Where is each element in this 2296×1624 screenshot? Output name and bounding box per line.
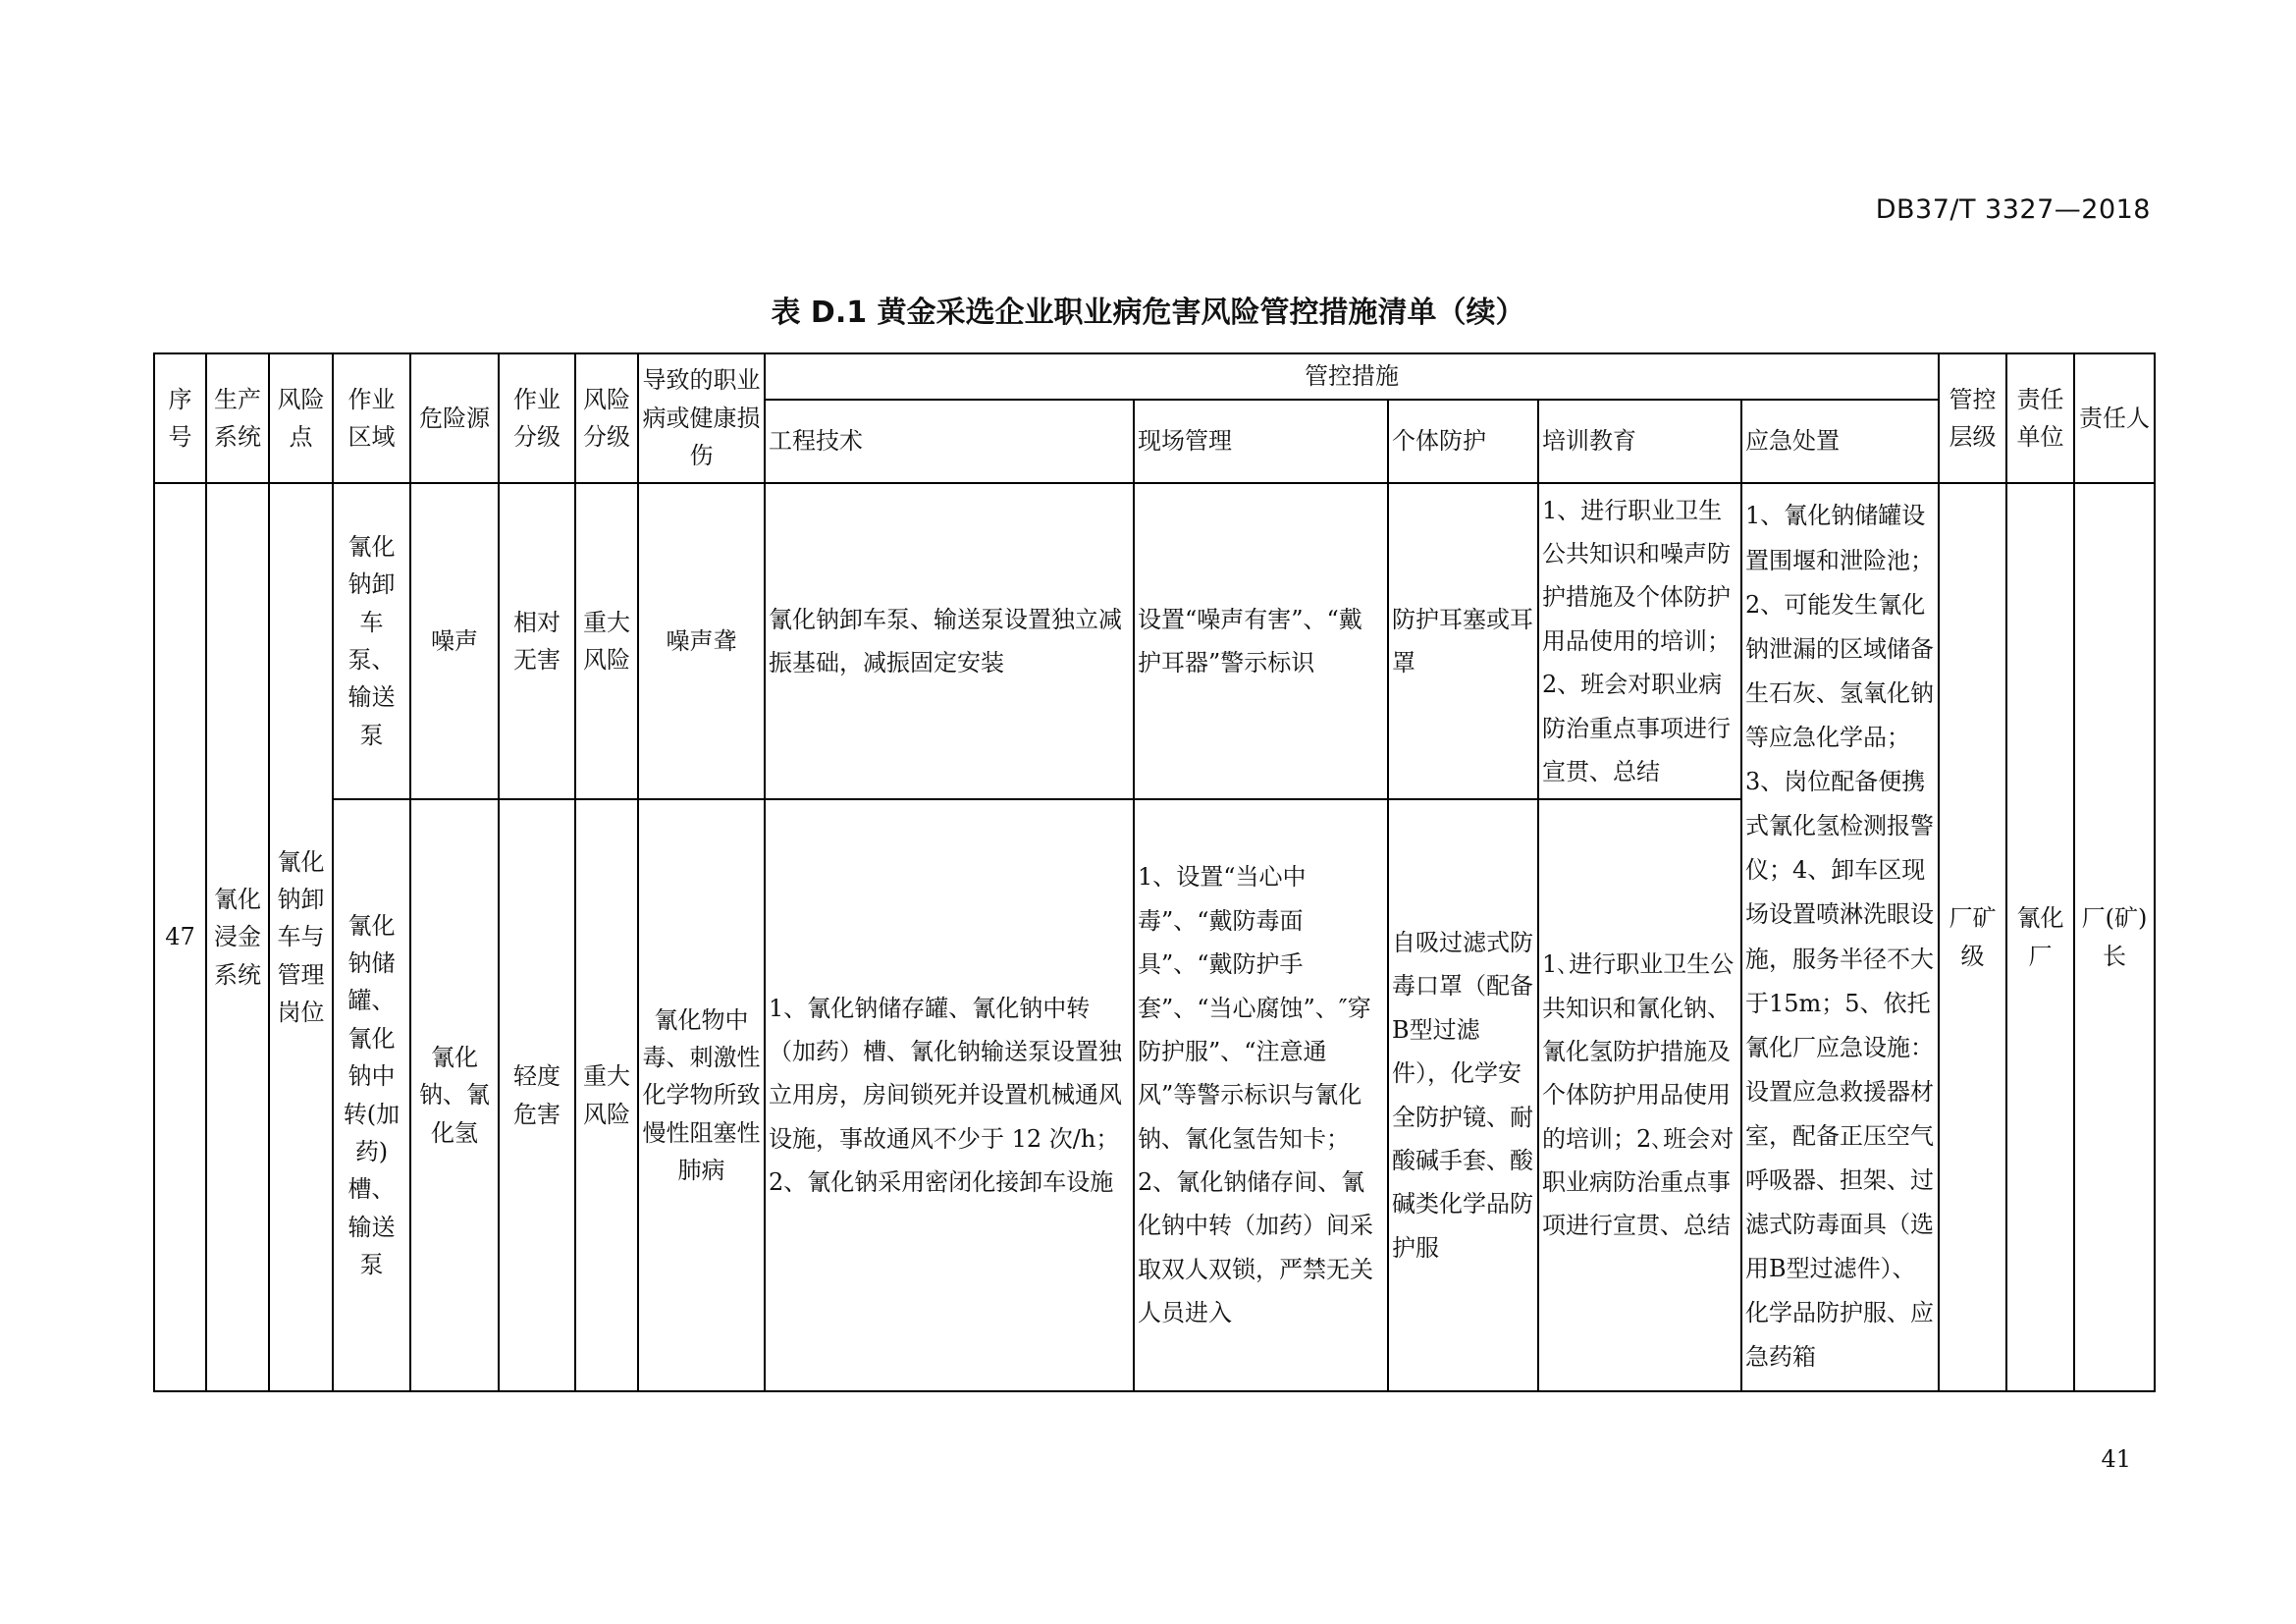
cell-work-grade: 轻度危害	[499, 799, 575, 1391]
risk-control-table	[153, 352, 2156, 1392]
cell-training: 1、进行职业卫生公共知识和噪声防护措施及个体防护用品使用的培训；2、班会对职业病防治重点事项进行宣贯、总结	[1538, 483, 1741, 799]
col-header-emergency: 应急处置	[1741, 400, 1939, 483]
cell-hazard-source: 氰化钠、氰化氢	[410, 799, 499, 1391]
col-header-engineering: 工程技术	[765, 400, 1134, 483]
cell-site-management: 1、设置“当心中毒”、“戴防毒面具”、“戴防护手套”、“当心腐蚀”、″穿防护服”、“注意通风”等警示标识与氰化钠、氰化氢告知卡；2、氰化钠储存间、氰化钠中转（加药）间采取双人双锁，严禁无关人员进入	[1134, 799, 1388, 1391]
cell-disease: 氰化物中毒、刺激性化学物所致慢性阻塞性肺病	[638, 799, 765, 1391]
cell-engineering: 1、氰化钠储存罐、氰化钠中转（加药）槽、氰化钠输送泵设置独立用房，房间锁死并设置机械通风设施，事故通风不少于 12 次/h；2、氰化钠采用密闭化接卸车设施	[765, 799, 1134, 1391]
cell-site-management: 设置“噪声有害”、“戴护耳器”警示标识	[1134, 483, 1388, 799]
cell-emergency: 1、氰化钠储罐设置围堰和泄险池；2、可能发生氰化钠泄漏的区域储备生石灰、氢氧化钠等应急化学品；3、岗位配备便携式氰化氢检测报警仪；4、卸车区现场设置喷淋洗眼设施，服务半径不大于15m；5、依托氰化厂应急设施：设置应急救援器材室，配备正压空气呼吸器、担架、过滤式防毒面具（选用B型过滤件）、化学品防护服、应急药箱	[1741, 483, 1939, 1391]
cell-engineering: 氰化钠卸车泵、输送泵设置独立减振基础，减振固定安装	[765, 483, 1134, 799]
cell-work-grade: 相对无害	[499, 483, 575, 799]
col-header-personal-protection: 个体防护	[1388, 400, 1538, 483]
col-header-seq: 序号	[154, 353, 206, 483]
col-header-system: 生产系统	[206, 353, 269, 483]
table-title: 表 D.1 黄金采选企业职业病危害风险管控措施清单（续）	[771, 296, 1525, 330]
cell-work-area: 氰化钠卸车泵、输送泵	[333, 483, 410, 799]
cell-training: 1､进行职业卫生公共知识和氰化钠、氰化氢防护措施及个体防护用品使用的培训；2､班会对职业病防治重点事项进行宣贯、总结	[1538, 799, 1741, 1391]
cell-work-area: 氰化钠储罐、氰化钠中转(加药)槽、输送泵	[333, 799, 410, 1391]
col-header-training: 培训教育	[1538, 400, 1741, 483]
cell-responsible-unit: 氰化厂	[2006, 483, 2074, 1391]
col-header-control-level: 管控层级	[1939, 353, 2006, 483]
cell-risk-grade: 重大风险	[575, 483, 638, 799]
cell-responsible-person: 厂(矿)长	[2074, 483, 2155, 1391]
col-header-control-measures: 管控措施	[765, 353, 1939, 400]
col-header-risk-grade: 风险分级	[575, 353, 638, 483]
cell-risk-grade: 重大风险	[575, 799, 638, 1391]
col-header-hazard-source: 危险源	[410, 353, 499, 483]
cell-disease: 噪声聋	[638, 483, 765, 799]
col-header-responsible-unit: 责任单位	[2006, 353, 2074, 483]
col-header-site-management: 现场管理	[1134, 400, 1388, 483]
table-row	[154, 483, 2155, 799]
col-header-work-grade: 作业分级	[499, 353, 575, 483]
col-header-disease: 导致的职业病或健康损伤	[638, 353, 765, 483]
cell-system: 氰化浸金系统	[206, 483, 269, 1391]
cell-personal-protection: 自吸过滤式防毒口罩（配备B型过滤件），化学安全防护镜、耐酸碱手套、酸碱类化学品防护服	[1388, 799, 1538, 1391]
cell-risk-point: 氰化钠卸车与管理岗位	[269, 483, 333, 1391]
col-header-risk-point: 风险点	[269, 353, 333, 483]
header-row	[154, 353, 2155, 400]
standard-code: DB37/T 3327—2018	[1875, 194, 2151, 225]
col-header-work-area: 作业区域	[333, 353, 410, 483]
cell-seq: 47	[154, 483, 206, 1391]
page-number: 41	[2101, 1445, 2131, 1473]
cell-personal-protection: 防护耳塞或耳罩	[1388, 483, 1538, 799]
cell-hazard-source: 噪声	[410, 483, 499, 799]
cell-control-level: 厂矿级	[1939, 483, 2006, 1391]
col-header-responsible-person: 责任人	[2074, 353, 2155, 483]
